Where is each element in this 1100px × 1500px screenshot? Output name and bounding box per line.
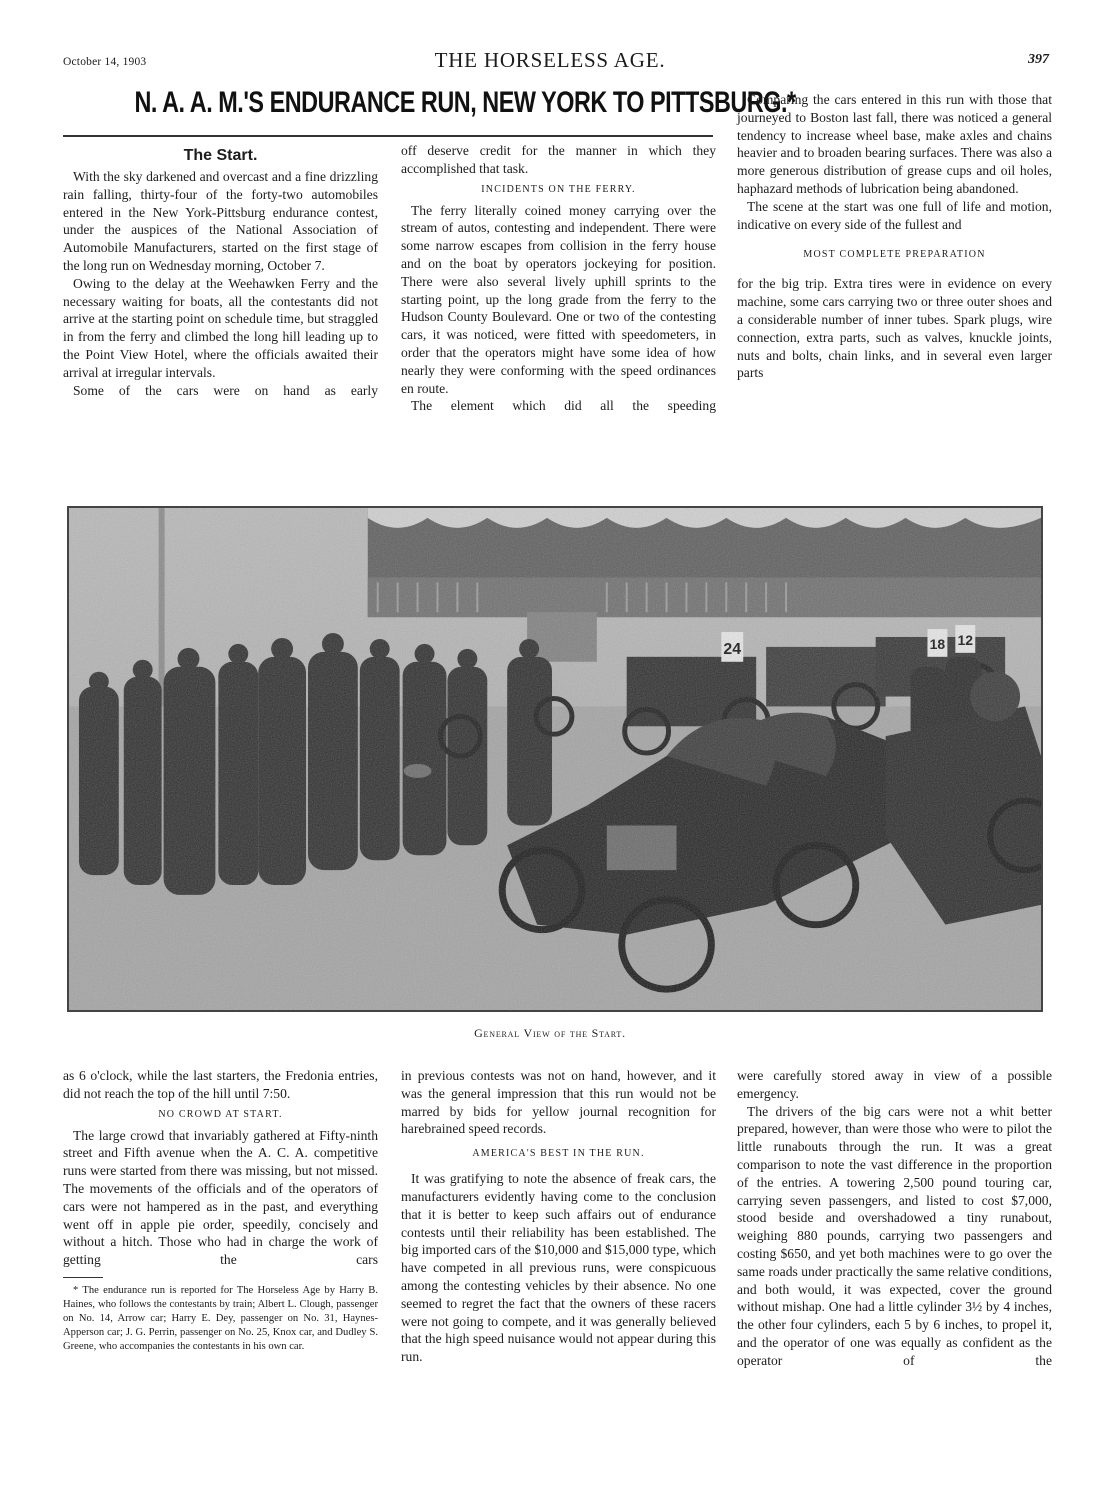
paragraph: Comparing the cars entered in this run with those that journeyed to Boston last fall, there was noticed a general tendency to increase wheel base, make axles and chains heavier and to broaden bearing surfaces. There was also a more generous distribution of grease cups and oil holes, haphazard methods of lubrication being abandoned. [737, 92, 1052, 196]
paragraph-continuation: as 6 o'clock, while the last starters, the Fredonia entries, did not reach the top of the hill until 7:50. [63, 1068, 378, 1101]
column-2-bottom [401, 1067, 716, 1366]
paragraph: The large crowd that invariably gathered at Fifty-ninth street and Fifth avenue when the A. C. A. competitive runs were started from there was missing, but not missed. The movements of the officials and of the operators of cars were not hampered as in the past, and everything went off in apple pie order, speedily, concisely and without a hitch. Those who had in charge the work of getting the cars [63, 1127, 378, 1268]
column-2-top [401, 142, 716, 415]
paragraph-continuation: were carefully stored away in view of a possible emergency. [737, 1068, 1052, 1101]
paragraph: Owing to the delay at the Weehawken Ferry and the necessary waiting for boats, all the contestants did not arrive at the starting point on schedule time, but straggled in from the ferry and climbed the long hill leading up to the Point View Hotel, where the officials awaited their arrival at irregular intervals. [63, 275, 378, 380]
subhead: MOST COMPLETE PREPARATION [803, 249, 986, 261]
subhead: INCIDENTS ON THE FERRY. [481, 183, 636, 195]
paragraph: With the sky darkened and overcast and a fine drizzling rain falling, thirty-four of the forty-two automobiles entered in the New York-Pittsburg endurance contest, under the auspices of the National Association of Automobile Manufacturers, started on the first stage of the long run on Wednesday morning, October 7. [63, 169, 378, 273]
running-head [0, 48, 1100, 72]
footnote-rule [63, 1277, 103, 1278]
footnote: * The endurance run is reported for The Horseless Age by Harry B. Haines, who follows the contestants by train; Albert L. Clough, passenger on No. 14, Arrow car; Harry E. Dey, passenger on No. 31, Haynes-Apperson car; J. G. Perrin, passenger on No. 25, Knox car, and Dudley S. Greene, who accompanies the contestants in his own car. [63, 1284, 378, 1352]
column-1-top [63, 146, 378, 399]
section-title: The Start. [183, 147, 258, 164]
subhead: NO CROWD AT START. [158, 1108, 283, 1120]
publication-title: THE HORSELESS AGE. [434, 48, 666, 72]
photo-illustration [69, 508, 1041, 1010]
paragraph: The drivers of the big cars were not a whit better prepared, however, than were those who were to pilot the little runabouts through the run. It was a great comparison to note the vast difference in the proportion of the entries. A towering 2,500 pound touring car, carrying seven passengers, and listed to cost $7,000, stood beside and overshadowed a tiny runabout, weighing 880 pounds, carrying two passengers and costing $650, and yet both machines were to go over the same roads under practically the same relative conditions, and both would, it was expected, cover the ground without mishap. One had a little cylinder 3½ by 4 inches, the other four cylinders, each 5 by 6 inches, to propel it, and the operator of one was equally as confident as the operator of the [737, 1103, 1052, 1368]
column-3-bottom [737, 1067, 1052, 1370]
subhead: AMERICA'S BEST IN THE RUN. [472, 1148, 645, 1160]
paragraph: It was gratifying to note the absence of freak cars, the manufacturers evidently having come to the conclusion that it is better to keep such affairs out of endurance contests until their reliability has been established. The big imported cars of the $10,000 and $15,000 type, which have competed in all previous runs, were conspicuous among the contesting vehicles by their absence. No one seemed to regret the fact that the owners of these racers were not going to compete, and it was generally believed that the high speed nuisance would not appear during this run. [401, 1171, 716, 1365]
issue-date: October 14, 1903 [63, 56, 147, 68]
photo-caption: General View of the Start. [474, 1026, 626, 1040]
paragraph: The scene at the start was one full of life and motion, indicative on every side of the fullest and [737, 198, 1052, 232]
column-3-top [737, 91, 1052, 382]
headline-rule [63, 135, 713, 137]
column-1-bottom [63, 1067, 378, 1354]
paragraph: The ferry literally coined money carrying over the stream of autos, contesting and independent. There were some narrow escapes from collision in the ferry house and on the boat by operators jockeying for position. There were also several lively uphill sprints to the starting point, up the long grade from the ferry to the Hudson County Boulevard. One or two of the contesting cars, it was noticed, were fitted with speedometers, in order that the operators might have some idea of how nearly they were conforming with the speed ordinances en route. [401, 202, 716, 396]
paragraph-continuation: for the big trip. Extra tires were in evidence on every machine, some cars carrying two or three outer shoes and a considerable number of inner tubes. Spark plugs, wire connection, extra parts, such as valves, knuckle joints, nuts and bolts, chain links, and in several even larger parts [737, 276, 1052, 381]
paragraph-continuation: off deserve credit for the manner in which they accomplished that task. [401, 143, 716, 176]
photograph-start-scene [67, 506, 1043, 1012]
paragraph: The element which did all the speeding [411, 398, 716, 414]
article-headline: N. A. A. M.'S ENDURANCE RUN, NEW YORK TO PITTSBURG.* [134, 86, 796, 119]
page-number: 397 [1028, 52, 1049, 67]
paragraph: Some of the cars were on hand as early [73, 382, 378, 398]
paragraph-continuation: in previous contests was not on hand, however, and it was the general impression that this run would not be marred by bids for yellow journal recognition for harebrained speed records. [401, 1068, 716, 1137]
